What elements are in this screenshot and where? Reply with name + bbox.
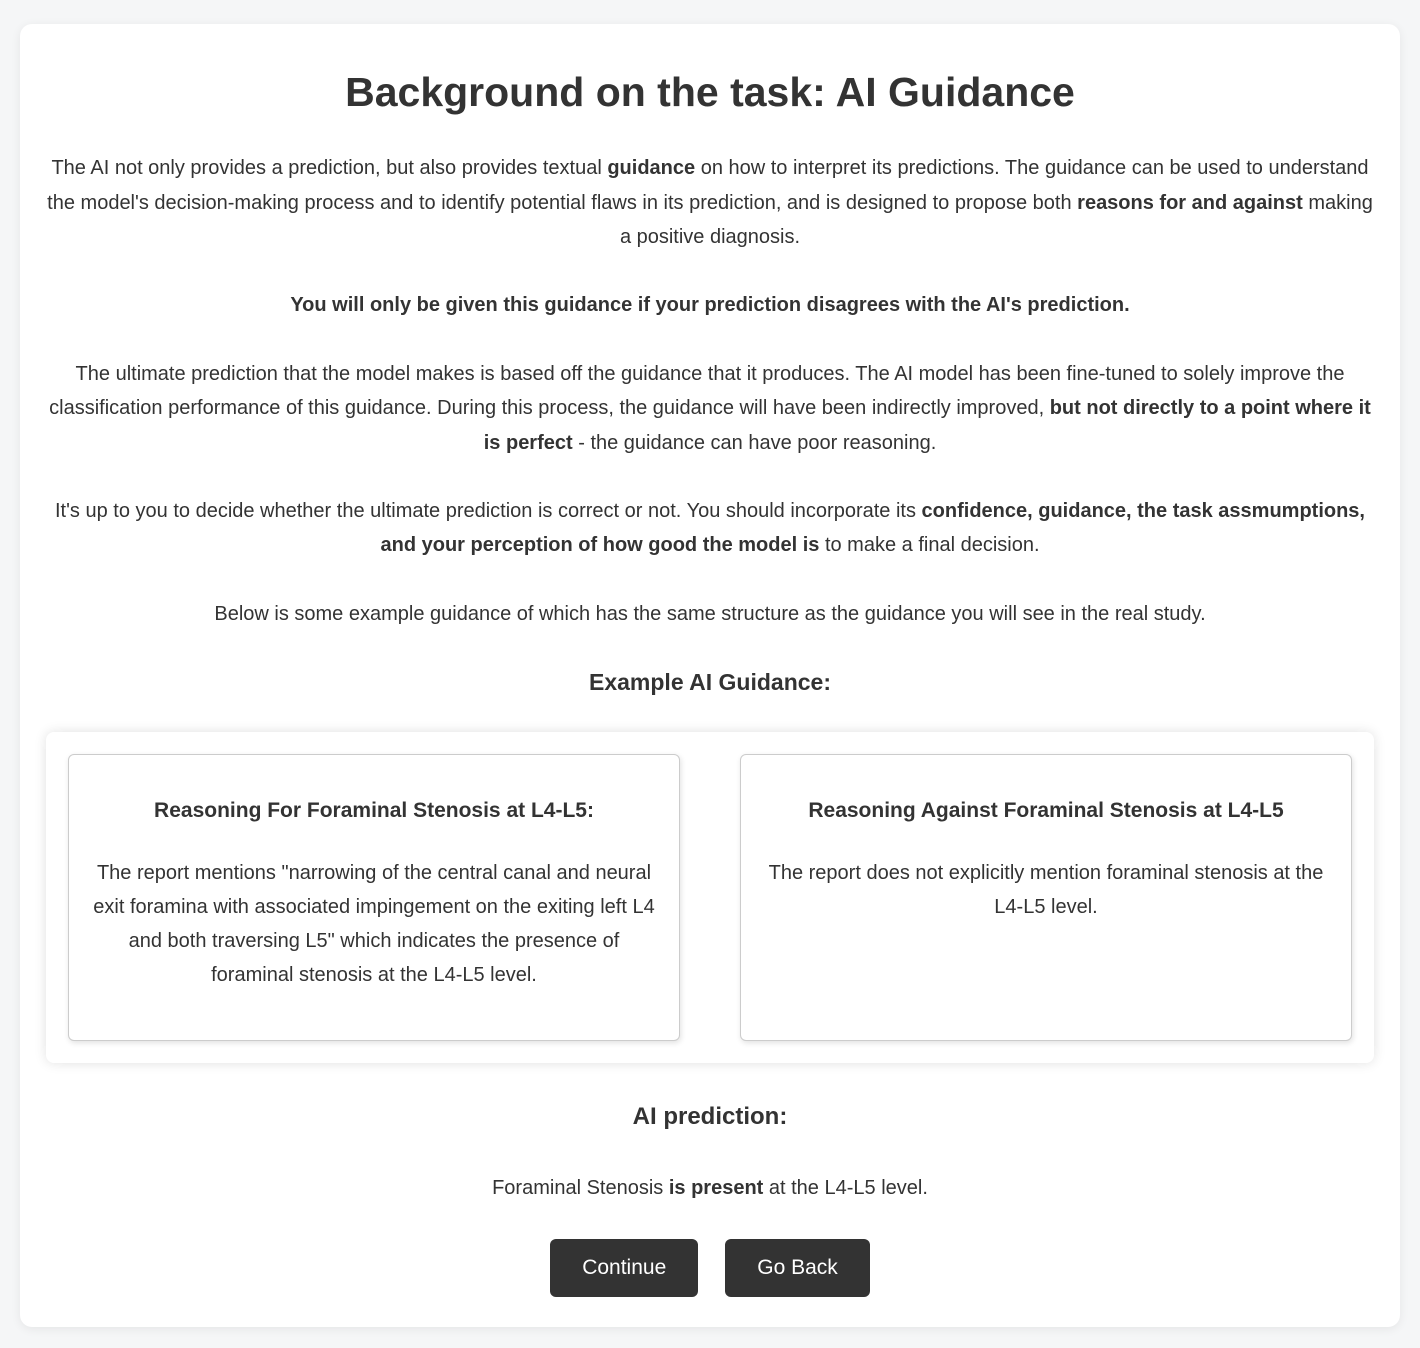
go-back-button[interactable]: Go Back: [725, 1239, 870, 1297]
intro-paragraph-example-note: Below is some example guidance of which has the same structure as the guidance you will see in the real study.: [214, 602, 1206, 625]
main-card: [20, 24, 1400, 1327]
reasoning-against-body: The report does not explicitly mention foraminal stenosis at the L4-L5 level.: [768, 862, 1324, 919]
example-guidance-container: [46, 732, 1374, 1063]
intro-paragraph-guidance: The AI not only provides a prediction, but also provides textual guidance on how to interpret its predictions. The guidance can be used to understand the model's decision-making process and to identify potential flaws in its prediction, and is designed to propose both reasons for and against making a positive diagnosis.: [47, 157, 1373, 248]
page-title: Background on the task: AI Guidance: [345, 69, 1075, 115]
reasoning-against-heading: Reasoning Against Foraminal Stenosis at L4-L5: [808, 799, 1284, 823]
action-button-row: [46, 1239, 1374, 1297]
intro-paragraph-fine-tuning: The ultimate prediction that the model makes is based off the guidance that it produces. The AI model has been fine-tuned to solely improve the classification performance of this guidance. During this process, the guidance will have been indirectly improved, but not directly to a point where it is perfect - the guidance can have poor reasoning.: [49, 362, 1371, 454]
reasoning-against-box: [740, 754, 1352, 1041]
reasoning-for-heading: Reasoning For Foraminal Stenosis at L4-L5:: [154, 799, 594, 823]
reasoning-for-body: The report mentions "narrowing of the central canal and neural exit foramina with associated impingement on the exiting left L4 and both traversing L5" which indicates the presence of foraminal stenosis at the L4-L5 level.: [93, 862, 655, 987]
example-guidance-heading: Example AI Guidance:: [589, 669, 831, 696]
intro-paragraph-decision: It's up to you to decide whether the ultimate prediction is correct or not. You should incorporate its confidence, guidance, the task assmumptions, and your perception of how good the model is to make a final decision.: [55, 499, 1365, 557]
continue-button[interactable]: Continue: [550, 1239, 698, 1297]
intro-paragraph-disagreement-note: You will only be given this guidance if your prediction disagrees with the AI's prediction.: [290, 294, 1130, 317]
ai-prediction-heading: AI prediction:: [632, 1103, 788, 1131]
ai-prediction-text: Foraminal Stenosis is present at the L4-L5 level.: [492, 1177, 928, 1200]
reasoning-for-box: [68, 754, 680, 1041]
